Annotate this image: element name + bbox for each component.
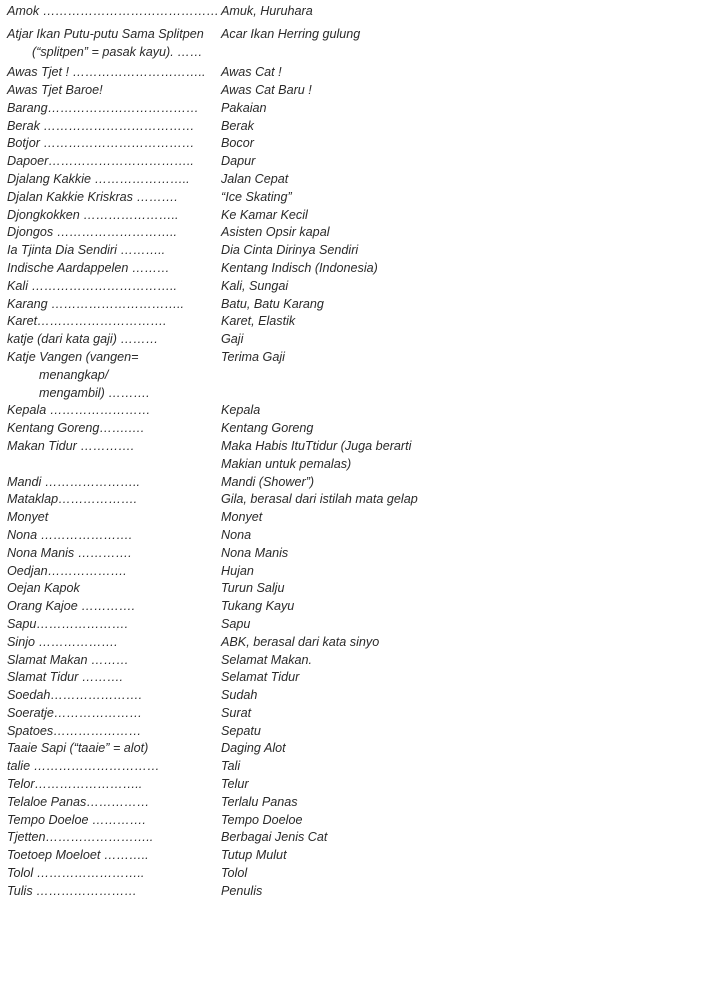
term-line: Djongkokken …………………..	[7, 207, 179, 222]
glossary-entry	[7, 189, 697, 207]
glossary-entry	[7, 474, 697, 492]
glossary-entry	[7, 545, 697, 563]
term-line: Kali ……………………………..	[7, 278, 178, 293]
glossary-meaning	[221, 64, 697, 82]
glossary-meaning	[221, 438, 697, 474]
glossary-term	[7, 135, 221, 153]
term-line: Karang …………………………..	[7, 296, 185, 311]
glossary-entry	[7, 438, 697, 474]
term-line: Telor……………………..	[7, 777, 143, 792]
glossary-term	[7, 420, 221, 438]
glossary-meaning	[221, 527, 697, 545]
term-line: Taaie Sapi (“taaie” = alot)	[7, 741, 149, 756]
meaning-line: Awas Cat !	[221, 65, 282, 79]
term-line: Spatoes…………………	[7, 723, 142, 738]
meaning-line: Karet, Elastik	[221, 314, 296, 329]
glossary-meaning	[221, 313, 697, 331]
glossary-meaning	[221, 758, 697, 776]
glossary-term	[7, 865, 221, 883]
glossary-meaning	[221, 331, 697, 349]
meaning-line: Nona Manis	[221, 545, 289, 560]
glossary-meaning	[221, 189, 697, 207]
term-line: Dapoer……………………………..	[7, 154, 194, 169]
term-line: Tulis ……………………	[7, 883, 137, 898]
glossary-meaning	[221, 580, 697, 598]
term-line: Soedah………………….	[7, 688, 143, 703]
glossary-meaning	[221, 118, 697, 136]
term-line: Sapu………………….	[7, 616, 129, 631]
term-line: Oejan Kapok	[7, 581, 80, 596]
glossary-term	[7, 669, 221, 687]
glossary-entry	[7, 580, 697, 598]
glossary-term	[7, 794, 221, 812]
meaning-line: Dapur	[221, 154, 256, 169]
glossary-term	[7, 474, 221, 492]
meaning-line: Berak	[221, 118, 254, 133]
glossary-term	[7, 26, 221, 62]
glossary-entry	[7, 723, 697, 741]
glossary-term	[7, 883, 221, 901]
meaning-line: “Ice Skating”	[221, 189, 292, 204]
glossary-meaning	[221, 171, 697, 189]
glossary-meaning	[221, 776, 697, 794]
glossary-term	[7, 64, 221, 82]
glossary-meaning	[221, 420, 697, 438]
term-line: Djalan Kakkie Kriskras ……….	[7, 189, 178, 204]
meaning-line: Maka Habis ItuTtidur (Juga berarti	[221, 438, 412, 453]
glossary-term	[7, 652, 221, 670]
glossary-term	[7, 740, 221, 758]
meaning-line: Makian untuk pemalas)	[221, 456, 352, 471]
meaning-line: ABK, berasal dari kata sinyo	[221, 634, 380, 649]
meaning-line: Kali, Sungai	[221, 278, 289, 293]
term-line: Makan Tidur ………….	[7, 438, 135, 453]
glossary-entry	[7, 26, 697, 62]
glossary-term	[7, 313, 221, 331]
meaning-line: Dia Cinta Dirinya Sendiri	[221, 243, 359, 258]
term-line: Amok ……………………………………	[7, 4, 220, 18]
meaning-line: Sudah	[221, 688, 258, 703]
glossary-meaning	[221, 242, 697, 260]
glossary-entry	[7, 491, 697, 509]
term-line: mengambil) ……….	[39, 385, 150, 400]
glossary-entry	[7, 740, 697, 758]
term-line: Soeratje…………………	[7, 705, 143, 720]
glossary-meaning	[221, 865, 697, 883]
glossary-meaning	[221, 224, 697, 242]
term-line: Monyet	[7, 510, 49, 525]
meaning-line: Terlalu Panas	[221, 794, 298, 809]
glossary-entry	[7, 100, 697, 118]
glossary-entry	[7, 349, 697, 402]
glossary-meaning	[221, 829, 697, 847]
term-line: Nona ………………….	[7, 527, 133, 542]
meaning-line: Telur	[221, 777, 249, 792]
meaning-line: Monyet	[221, 510, 263, 525]
glossary-entry	[7, 118, 697, 136]
meaning-line: Turun Salju	[221, 581, 285, 596]
meaning-line: Tukang Kayu	[221, 599, 295, 614]
meaning-line: Sapu	[221, 616, 251, 631]
glossary-entry	[7, 64, 697, 82]
meaning-line: Kentang Goreng	[221, 421, 314, 436]
glossary-entry	[7, 563, 697, 581]
glossary-term	[7, 687, 221, 705]
glossary-entry	[7, 829, 697, 847]
glossary-entry	[7, 260, 697, 278]
term-line: Barang………………………………	[7, 100, 199, 115]
glossary-entry	[7, 865, 697, 883]
glossary-meaning	[221, 491, 697, 509]
glossary-entry	[7, 758, 697, 776]
glossary-meaning	[221, 812, 697, 830]
glossary-entry	[7, 776, 697, 794]
glossary-meaning	[221, 26, 697, 62]
meaning-line: Pakaian	[221, 100, 267, 115]
glossary-term	[7, 296, 221, 314]
meaning-line: Amuk, Huruhara	[221, 4, 313, 18]
meaning-line: Batu, Batu Karang	[221, 296, 324, 311]
glossary-meaning	[221, 545, 697, 563]
glossary-entry	[7, 242, 697, 260]
meaning-line: Gila, berasal dari istilah mata gelap	[221, 492, 418, 507]
meaning-line: Awas Cat Baru !	[221, 83, 312, 97]
term-line: Djalang Kakkie …………………..	[7, 171, 190, 186]
glossary-meaning	[221, 687, 697, 705]
meaning-line: Tutup Mulut	[221, 848, 287, 863]
glossary-entry	[7, 616, 697, 634]
glossary-entry	[7, 207, 697, 225]
glossary-entry	[7, 812, 697, 830]
meaning-line: Jalan Cepat	[221, 171, 289, 186]
glossary-term	[7, 402, 221, 420]
glossary-meaning	[221, 598, 697, 616]
glossary-entry	[7, 794, 697, 812]
meaning-line: Mandi (Shower”)	[221, 474, 315, 489]
glossary-term	[7, 616, 221, 634]
glossary-meaning	[221, 652, 697, 670]
glossary-term	[7, 829, 221, 847]
meaning-line: Berbagai Jenis Cat	[221, 830, 328, 845]
glossary-term	[7, 580, 221, 598]
glossary-term	[7, 189, 221, 207]
glossary-term	[7, 82, 221, 100]
glossary-meaning	[221, 402, 697, 420]
meaning-line: Hujan	[221, 563, 254, 578]
glossary-meaning	[221, 563, 697, 581]
glossary-entry	[7, 598, 697, 616]
glossary-entry	[7, 171, 697, 189]
meaning-line: Gaji	[221, 332, 244, 347]
meaning-line: Ke Kamar Kecil	[221, 207, 308, 222]
glossary-entry	[7, 296, 697, 314]
meaning-line: Selamat Makan.	[221, 652, 312, 667]
term-line: (“splitpen” = pasak kayu). ……	[32, 44, 203, 59]
glossary-entry	[7, 402, 697, 420]
glossary-term	[7, 812, 221, 830]
meaning-line: Tali	[221, 759, 241, 774]
term-line: Mataklap……………….	[7, 492, 138, 507]
glossary-term	[7, 224, 221, 242]
term-line: Katje Vangen (vangen=	[7, 349, 139, 364]
meaning-line: Sepatu	[221, 723, 261, 738]
glossary-term	[7, 527, 221, 545]
meaning-line: Bocor	[221, 136, 254, 151]
term-line: Berak ………………………………	[7, 118, 195, 133]
glossary-term	[7, 598, 221, 616]
term-line: Tolol ……………………..	[7, 866, 145, 881]
glossary-entry	[7, 509, 697, 527]
glossary-meaning	[221, 349, 697, 402]
term-line: Tjetten……………………..	[7, 830, 154, 845]
term-line: Djongos ………………………..	[7, 225, 178, 240]
term-line: Indische Aardappelen ………	[7, 260, 170, 275]
glossary-term	[7, 242, 221, 260]
glossary-term	[7, 438, 221, 474]
glossary-entry	[7, 331, 697, 349]
term-line: Kepala ……………………	[7, 403, 151, 418]
glossary-entry	[7, 82, 697, 100]
glossary-term	[7, 349, 221, 402]
term-line: Awas Tjet ! …………………………..	[7, 65, 206, 79]
glossary-entry	[7, 669, 697, 687]
glossary-entry	[7, 652, 697, 670]
glossary-meaning	[221, 278, 697, 296]
glossary-meaning	[221, 207, 697, 225]
glossary-entry	[7, 687, 697, 705]
meaning-line: Tolol	[221, 866, 248, 881]
glossary-meaning	[221, 883, 697, 901]
meaning-line: Selamat Tidur	[221, 670, 300, 685]
glossary-term	[7, 260, 221, 278]
term-line: Orang Kajoe ………….	[7, 599, 136, 614]
glossary-term	[7, 118, 221, 136]
glossary-meaning	[221, 740, 697, 758]
glossary-term	[7, 723, 221, 741]
glossary-meaning	[221, 847, 697, 865]
term-line: Tempo Doeloe ………….	[7, 812, 146, 827]
glossary-term	[7, 278, 221, 296]
glossary-meaning	[221, 260, 697, 278]
glossary-term	[7, 545, 221, 563]
glossary-entry	[7, 420, 697, 438]
glossary-meaning	[221, 474, 697, 492]
glossary-entry	[7, 224, 697, 242]
term-line: Slamat Tidur ……….	[7, 670, 124, 685]
glossary-term	[7, 331, 221, 349]
meaning-line: Daging Alot	[221, 741, 286, 756]
term-line: Nona Manis ………….	[7, 545, 132, 560]
meaning-line: Terima Gaji	[221, 349, 285, 364]
glossary-meaning	[221, 794, 697, 812]
meaning-line: Kentang Indisch (Indonesia)	[221, 260, 378, 275]
term-line: Atjar Ikan Putu-putu Sama Splitpen	[7, 27, 204, 41]
meaning-line: Kepala	[221, 403, 261, 418]
term-line: Telaloe Panas……………	[7, 794, 150, 809]
glossary-entry	[7, 705, 697, 723]
term-line: katje (dari kata gaji) ………	[7, 332, 159, 347]
glossary-meaning	[221, 669, 697, 687]
glossary-term	[7, 705, 221, 723]
meaning-line: Asisten Opsir kapal	[221, 225, 330, 240]
glossary-term	[7, 171, 221, 189]
glossary-meaning	[221, 296, 697, 314]
glossary-term	[7, 847, 221, 865]
glossary-term	[7, 776, 221, 794]
glossary-entry	[7, 634, 697, 652]
term-line: Kentang Goreng…….….	[7, 421, 145, 436]
glossary-meaning	[221, 705, 697, 723]
glossary-entry	[7, 153, 697, 171]
term-line: Sinjo ……………….	[7, 634, 118, 649]
term-line: talie …………………………	[7, 759, 160, 774]
glossary-meaning	[221, 135, 697, 153]
glossary-entry	[7, 313, 697, 331]
glossary-entry	[7, 278, 697, 296]
glossary-entry	[7, 847, 697, 865]
term-line: Ia Tjinta Dia Sendiri ………..	[7, 243, 166, 258]
term-line: Awas Tjet Baroe!	[7, 83, 103, 97]
glossary-meaning	[221, 616, 697, 634]
glossary-meaning	[221, 509, 697, 527]
glossary-entry	[7, 135, 697, 153]
glossary-meaning	[221, 153, 697, 171]
term-line: Mandi …………………..	[7, 474, 140, 489]
glossary-term	[7, 153, 221, 171]
term-line: menangkap/	[39, 367, 109, 382]
meaning-line: Tempo Doeloe	[221, 812, 303, 827]
glossary-term	[7, 207, 221, 225]
meaning-line: Nona	[221, 527, 252, 542]
glossary-entry	[7, 3, 697, 21]
term-line: Slamat Makan ………	[7, 652, 129, 667]
glossary-meaning	[221, 723, 697, 741]
glossary-entry	[7, 527, 697, 545]
glossary-meaning	[221, 82, 697, 100]
meaning-line: Acar Ikan Herring gulung	[221, 27, 361, 41]
meaning-line: Surat	[221, 705, 252, 720]
glossary-meaning	[221, 3, 697, 21]
glossary-term	[7, 634, 221, 652]
term-line: Karet………………………….	[7, 314, 167, 329]
glossary-list	[7, 0, 697, 901]
glossary-meaning	[221, 634, 697, 652]
glossary-term	[7, 3, 221, 21]
meaning-line: Penulis	[221, 883, 263, 898]
term-line: Toetoep Moeloet ………..	[7, 848, 149, 863]
glossary-meaning	[221, 100, 697, 118]
glossary-term	[7, 509, 221, 527]
glossary-term	[7, 563, 221, 581]
glossary-entry	[7, 883, 697, 901]
term-line: Botjor ………………………………	[7, 136, 195, 151]
glossary-term	[7, 100, 221, 118]
glossary-term	[7, 491, 221, 509]
term-line: Oedjan……………….	[7, 563, 127, 578]
glossary-term	[7, 758, 221, 776]
